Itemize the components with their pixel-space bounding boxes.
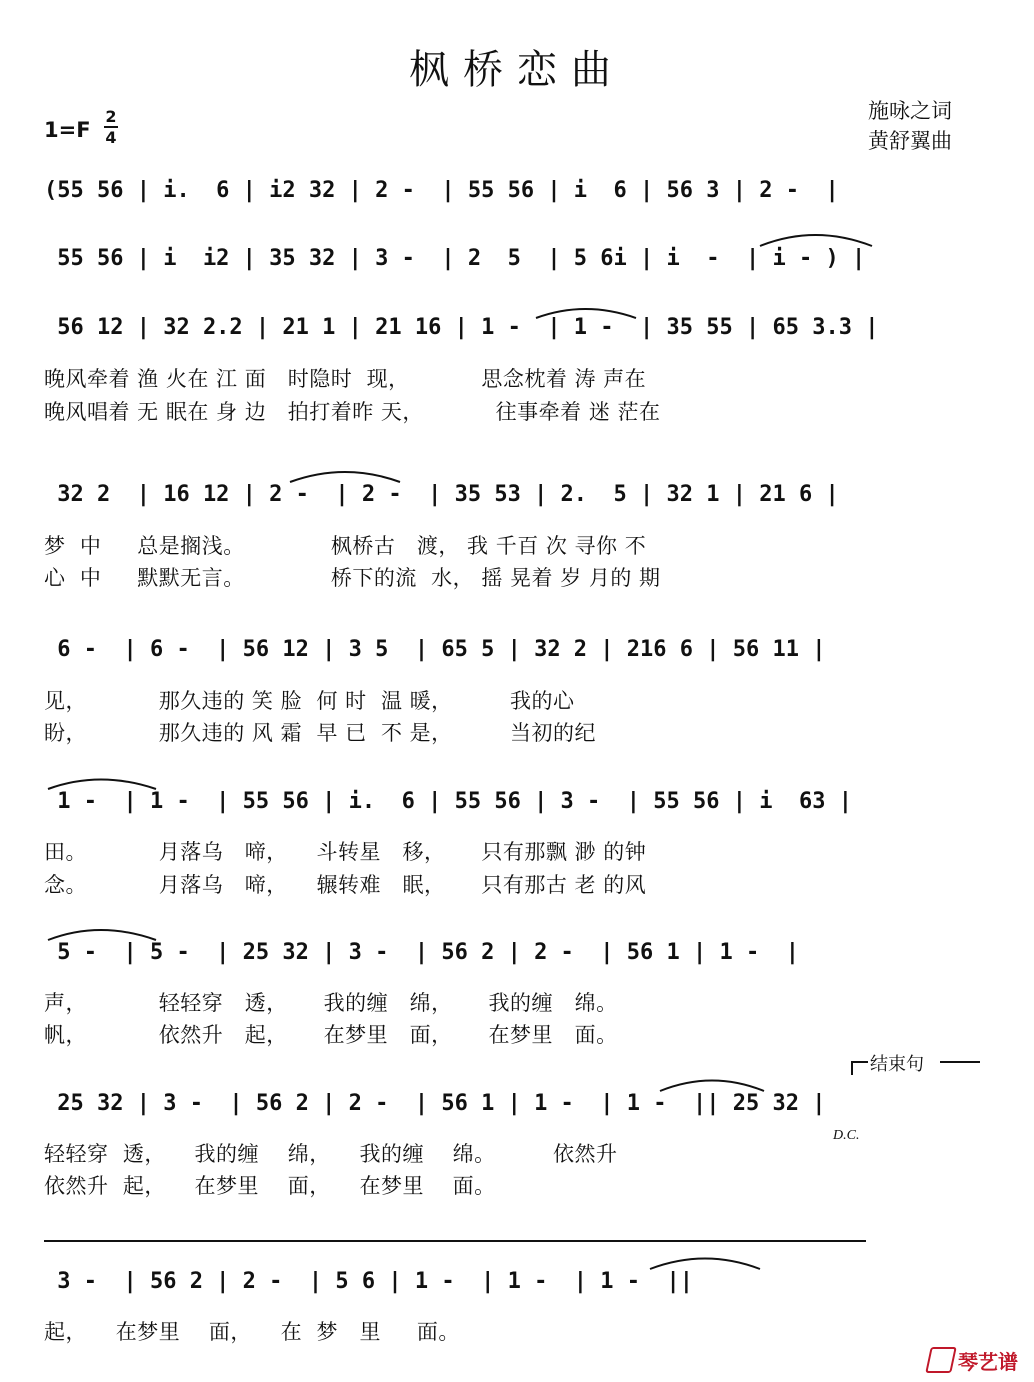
- time-signature-bottom: 4: [105, 128, 117, 147]
- staff-row-6-notes: 1 - | 1 - | 55 56 | i. 6 | 55 56 | 3 - | 55 56 | i 63 |: [44, 789, 852, 814]
- dc-mark: D.C.: [833, 1128, 860, 1143]
- staff-row-8-lyrics-1: 轻轻穿 透， 我的缠 绵， 我的缠 绵。 依然升: [44, 1142, 618, 1166]
- staff-row-7-lyrics-2: 帆， 依然升 起， 在梦里 面， 在梦里 面。: [44, 1023, 618, 1047]
- staff-row-9-lyrics-1: 起， 在梦里 面， 在 梦 里 面。: [44, 1320, 460, 1344]
- staff-row-5-notes: 6 - | 6 - | 56 12 | 3 5 | 65 5 | 32 2 | 216 6 | 56 11 |: [44, 637, 826, 662]
- composer-credit: 黄舒翼曲: [868, 129, 952, 153]
- staff-row-6-lyrics-2: 念。 月落乌 啼， 辗转难 眠， 只有那古 老 的风: [44, 873, 647, 897]
- staff-row-3-lyrics-1: 晚风牵着 渔 火在 江 面 时隐时 现， 思念枕着 涛 声在: [44, 367, 647, 391]
- staff-row-5-lyrics-1: 见， 那久违的 笑 脸 何 时 温 暖， 我的心: [44, 689, 575, 713]
- logo-icon: [925, 1347, 957, 1373]
- staff-row-9-notes: 3 - | 56 2 | 2 - | 5 6 | 1 - | 1 - | 1 - ||: [44, 1269, 694, 1294]
- staff-row-3-notes: 56 12 | 32 2.2 | 21 1 | 21 16 | 1 - | 1 - | 35 55 | 65 3.3 |: [44, 315, 879, 340]
- staff-row-8-notes: 25 32 | 3 - | 56 2 | 2 - | 56 1 | 1 - | 1 - || 25 32 |: [44, 1091, 826, 1116]
- staff-row-5-lyrics-2: 盼， 那久违的 风 霜 早 已 不 是， 当初的纪: [44, 721, 597, 745]
- staff-row-1-notes: (55 56 | i. 6 | i2 32 | 2 - | 55 56 | i 6 | 56 3 | 2 - |: [44, 178, 839, 203]
- staff-row-8-lyrics-2: 依然升 起， 在梦里 面， 在梦里 面。: [44, 1174, 496, 1198]
- staff-row-7-lyrics-1: 声， 轻轻穿 透， 我的缠 绵， 我的缠 绵。: [44, 991, 618, 1015]
- staff-row-4-lyrics-1: 梦 中 总是搁浅。 枫桥古 渡， 我 千百 次 寻你 不: [44, 534, 647, 558]
- staff-row-2-notes: 55 56 | i i2 | 35 32 | 3 - | 2 5 | 5 6i | i - | i - ) |: [44, 246, 866, 271]
- lyricist-credit: 施咏之词: [868, 99, 952, 123]
- staff-row-7-notes: 5 - | 5 - | 25 32 | 3 - | 56 2 | 2 - | 56 1 | 1 - |: [44, 940, 799, 965]
- staff-row-6-lyrics-1: 田。 月落乌 啼， 斗转星 移， 只有那飘 渺 的钟: [44, 840, 647, 864]
- time-signature-top: 2: [105, 107, 117, 126]
- song-title: 枫桥恋曲: [409, 47, 625, 93]
- staff-row-4-notes: 32 2 | 16 12 | 2 - | 2 - | 35 53 | 2. 5 | 32 1 | 21 6 |: [44, 482, 839, 507]
- ending-label: 结束句: [870, 1054, 924, 1075]
- staff-row-3-lyrics-2: 晚风唱着 无 眠在 身 边 拍打着昨 天， 往事牵着 迷 茫在: [44, 400, 661, 424]
- staff-row-4-lyrics-2: 心 中 默默无言。 桥下的流 水， 摇 晃着 岁 月的 期: [44, 566, 661, 590]
- watermark-logo: 琴艺谱: [928, 1346, 1018, 1375]
- key-signature: 1=F: [44, 118, 91, 142]
